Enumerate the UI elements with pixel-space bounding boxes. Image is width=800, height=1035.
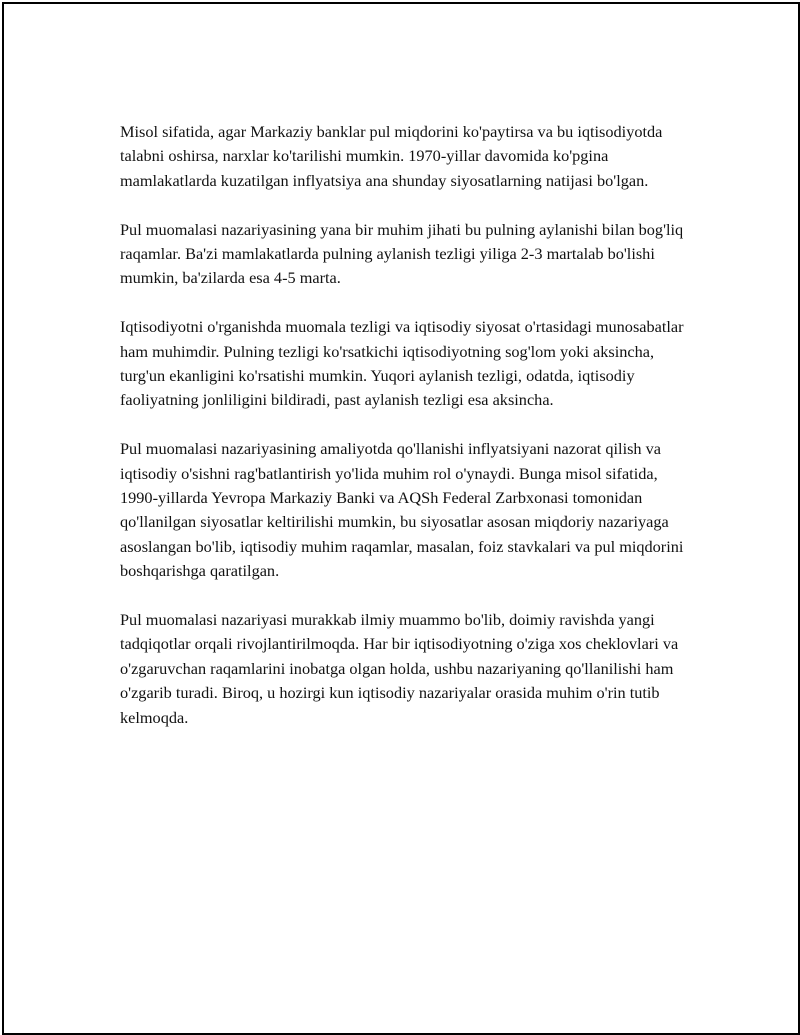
paragraph-5: Pul muomalasi nazariyasi murakkab ilmiy muammo bo'lib, doimiy ravishda yangi tadqiqotlar orqali rivojlantirilmoqda. Har bir iqtisodiyotning o'ziga xos cheklovlari va o'zgaruvchan raqamlarini inobatga olgan holda, ushbu nazariyaning qo'llanilishi ham o'zgarib turadi. Biroq, u hozirgi kun iqtisodiy nazariyalar orasida muhim o'rin tutib kelmoqda. bbox=[120, 610, 679, 727]
paragraph-1: Misol sifatida, agar Markaziy banklar pul miqdorini ko'paytirsa va bu iqtisodiyotda talabni oshirsa, narxlar ko'tarilishi mumkin. 1970-yillar davomida ko'pgina mamlakatlarda kuzatilgan inflyatsiya ana shunday siyosatlarning natijasi bo'lgan. bbox=[120, 122, 663, 190]
paragraph-4: Pul muomalasi nazariyasining amaliyotda qo'llanishi inflyatsiyani nazorat qilish va iqtisodiy o'sishni rag'batlantirish yo'lida muhim rol o'ynaydi. Bunga misol sifatida, 1990-yillarda Yevropa Markaziy Banki va AQSh Federal Zarbxonasi tomonidan qo'llanilgan siyosatlar keltirilishi mumkin, bu siyosatlar asosan miqdoriy nazariyaga asoslangan bo'lib, iqtisodiy muhim raqamlar, masalan, foiz stavkalari va pul miqdorini boshqarishga qaratilgan. bbox=[120, 439, 684, 581]
document-page bbox=[2, 2, 800, 1035]
paragraph-3: Iqtisodiyotni o'rganishda muomala tezligi va iqtisodiy siyosat o'rtasidagi munosabatlar ham muhimdir. Pulning tezligi ko'rsatkichi iqtisodiyotning sog'lom yoki aksincha, turg'un ekanligini ko'rsatishi mumkin. Yuqori aylanish tezligi, odatda, iqtisodiy faoliyatning jonliligini bildiradi, past aylanish tezligi esa aksincha. bbox=[120, 317, 684, 410]
paragraph-2: Pul muomalasi nazariyasining yana bir muhim jihati bu pulning aylanishi bilan bog'liq raqamlar. Ba'zi mamlakatlarda pulning aylanish tezligi yiliga 2-3 martalab bo'lishi mumkin, ba'zilarda esa 4-5 marta. bbox=[120, 219, 684, 288]
document-body bbox=[120, 120, 695, 754]
